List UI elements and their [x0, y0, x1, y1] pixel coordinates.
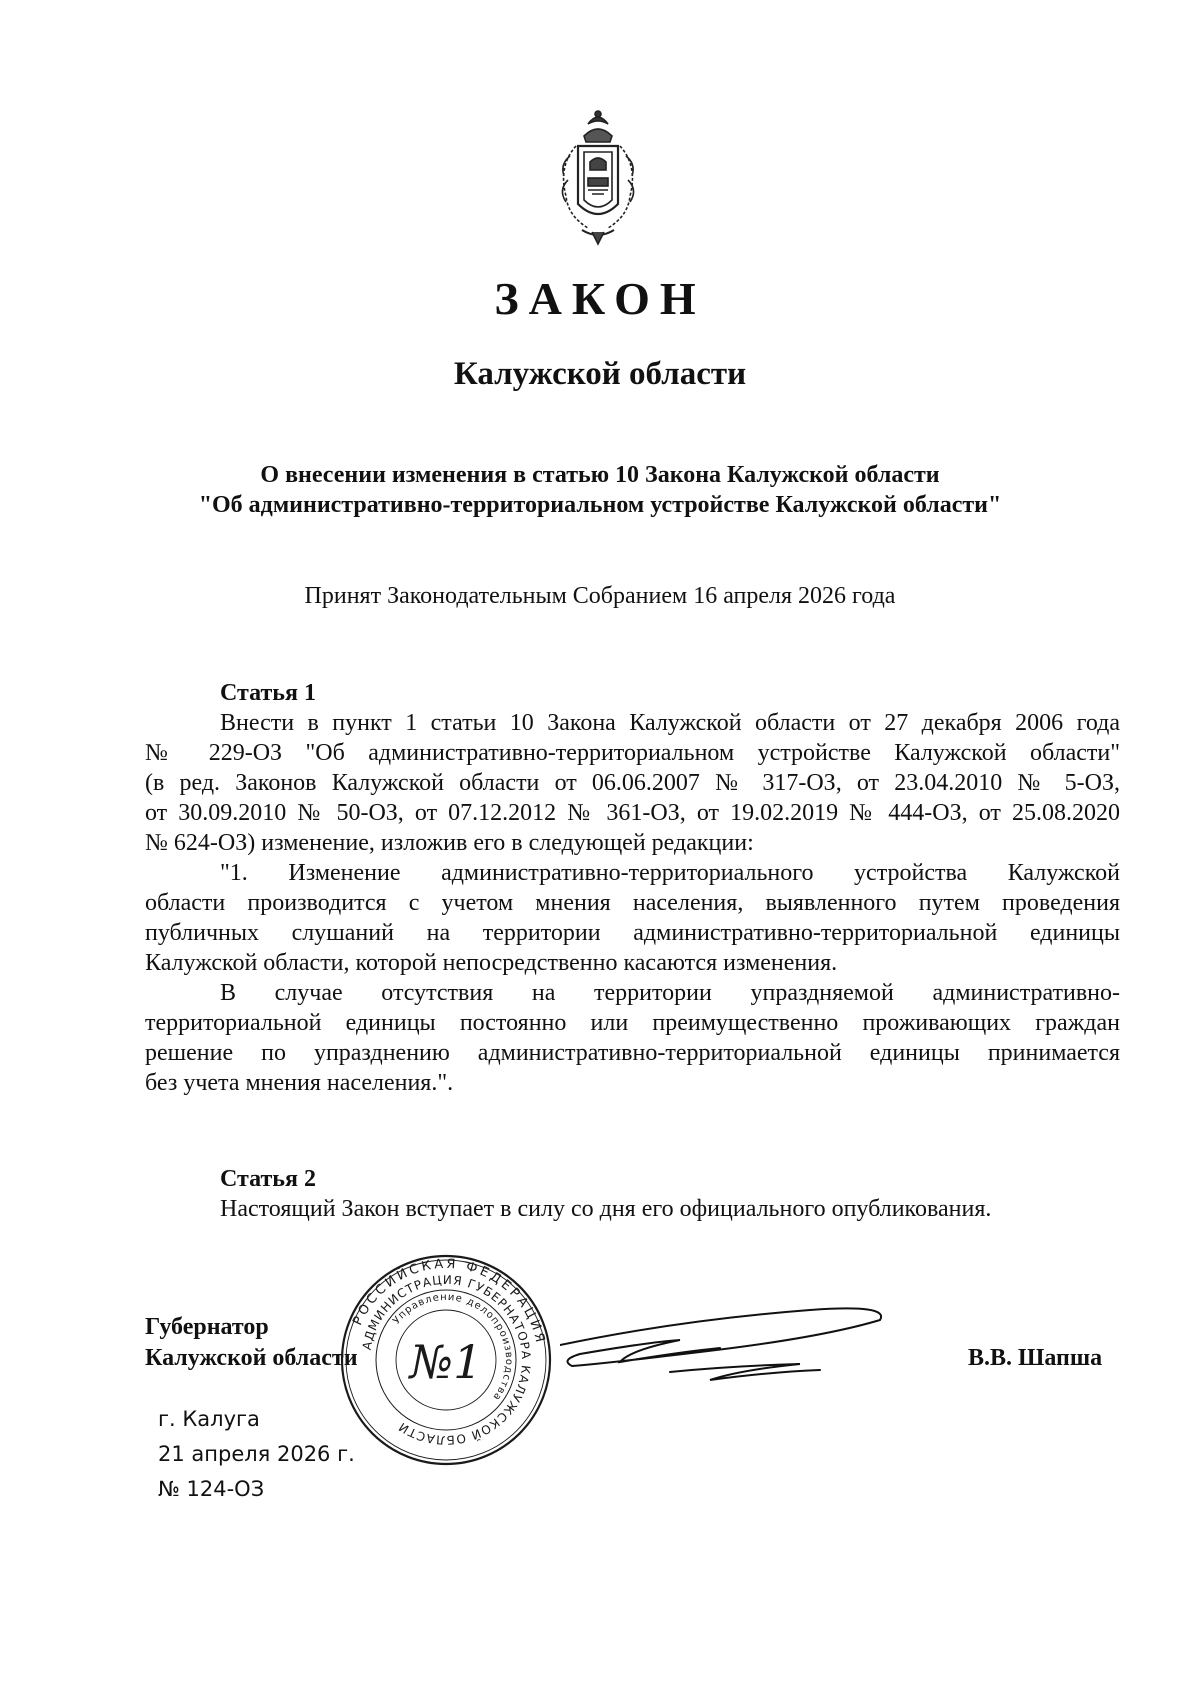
law-name-line: О внесении изменения в статью 10 Закона Калужской области — [260, 462, 940, 488]
stamp-outer-text: РОССИЙСКАЯ ФЕДЕРАЦИЯ — [350, 1256, 548, 1347]
article-1-line: "1. Изменение административно-территориального устройства Калужской — [220, 860, 1120, 886]
issue-date: 21 апреля 2026 г. — [158, 1442, 355, 1466]
article-1-line: № 229-ОЗ "Об административно-территориальном устройстве Калужской области" — [145, 740, 1120, 766]
signer-position — [145, 1312, 358, 1374]
signer-name: В.В. Шапша — [968, 1345, 1103, 1371]
document-title: ЗАКОН — [494, 273, 706, 324]
article-1-title: Статья 1 — [220, 680, 316, 706]
article-1-line: решение по упразднению административно-территориальной единицы принимается — [145, 1040, 1120, 1066]
article-1-line: № 624-ОЗ) изменение, изложив его в следующей редакции: — [145, 830, 754, 856]
article-1-line: от 30.09.2010 № 50-ОЗ, от 07.12.2012 № 361-ОЗ, от 19.02.2019 № 444-ОЗ, от 25.08.2020 — [145, 800, 1120, 826]
handwritten-signature — [560, 1290, 900, 1400]
article-1-line: Калужской области, которой непосредственно касаются изменения. — [145, 950, 838, 976]
stamp-center-number: №1 — [409, 1335, 483, 1389]
article-1-line: без учета мнения населения.". — [145, 1070, 454, 1096]
article-1-line: области производится с учетом мнения населения, выявленного путем проведения — [145, 890, 1120, 916]
coat-of-arms-emblem — [548, 106, 648, 246]
adoption-note: Принят Законодательным Собранием 16 апреля 2026 года — [304, 583, 896, 609]
issue-place: г. Калуга — [158, 1407, 260, 1431]
law-number: № 124-ОЗ — [158, 1477, 265, 1501]
article-2-text: Настоящий Закон вступает в силу со дня его официального опубликования. — [220, 1196, 992, 1222]
article-1-line: В случае отсутствия на территории упраздняемой административно- — [220, 980, 1120, 1006]
law-name — [140, 460, 1060, 520]
article-1-line: территориальной единицы постоянно или преимущественно проживающих граждан — [145, 1010, 1120, 1036]
article-1-line: (в ред. Законов Калужской области от 06.06.2007 № 317-ОЗ, от 23.04.2010 № 5-ОЗ, — [145, 770, 1120, 796]
issue-details — [158, 1402, 355, 1507]
official-stamp — [336, 1250, 556, 1470]
signer-position-line: Губернатор — [145, 1314, 269, 1340]
stamp-middle-text: АДМИНИСТРАЦИЯ ГУБЕРНАТОРА КАЛУЖСКОЙ ОБЛАСТИ — [359, 1272, 534, 1448]
stamp-inner-text: Управление делопроизводства — [391, 1291, 515, 1403]
article-2-title: Статья 2 — [220, 1166, 316, 1192]
document-region: Калужской области — [453, 356, 747, 392]
signer-position-line: Калужской области — [145, 1345, 358, 1371]
article-1-line: Внести в пункт 1 статьи 10 Закона Калужской области от 27 декабря 2006 года — [220, 710, 1120, 736]
article-1-line: публичных слушаний на территории административно-территориальной единицы — [145, 920, 1120, 946]
law-name-line: "Об административно-территориальном устройстве Калужской области" — [198, 492, 1002, 518]
